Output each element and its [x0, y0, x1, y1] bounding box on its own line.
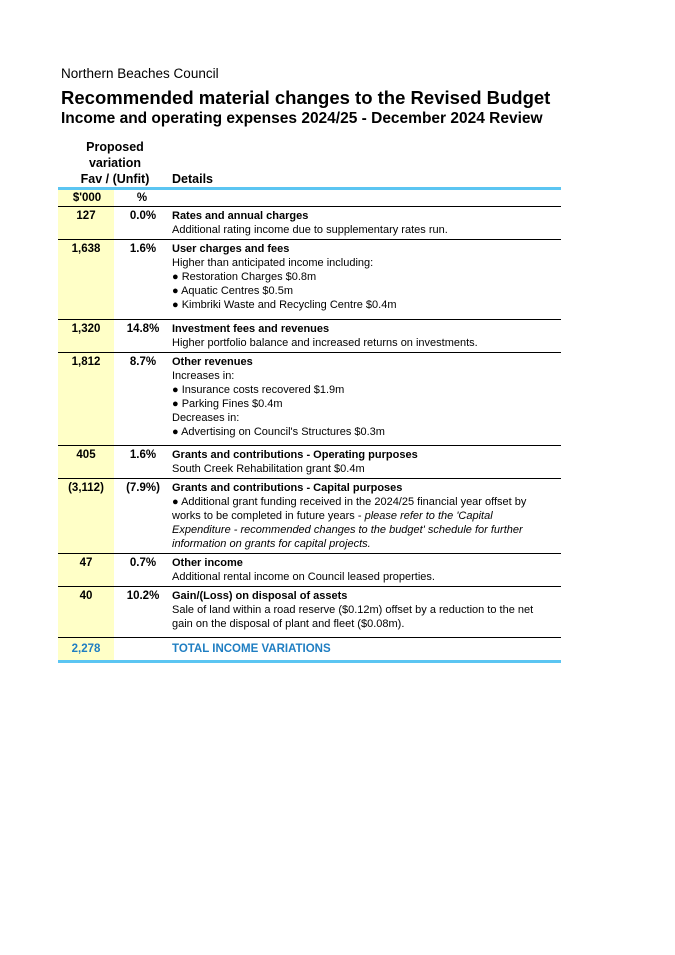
detail-bullet: ● Insurance costs recovered $1.9m [172, 384, 345, 396]
table-row [58, 587, 561, 638]
table-row [58, 446, 561, 479]
row-heading: Other revenues [172, 356, 253, 368]
variation-amount: (3,112) [68, 482, 104, 494]
detail-bullet: ● Advertising on Council's Structures $0.3m [172, 426, 385, 438]
organisation-name: Northern Beaches Council [61, 66, 219, 81]
variation-header-line: Proposed [86, 140, 144, 154]
table-row [58, 554, 561, 587]
detail-bullet: ● Parking Fines $0.4m [172, 398, 283, 410]
row-details [172, 242, 552, 312]
row-heading: Rates and annual charges [172, 210, 309, 222]
row-details [172, 589, 552, 631]
row-details [172, 355, 552, 439]
variation-amount: 1,812 [71, 356, 101, 368]
table-bottom-rule [58, 660, 561, 663]
page-title: Recommended material changes to the Revised Budget [61, 87, 551, 108]
table-row [58, 479, 561, 554]
detail-line: South Creek Rehabilitation grant $0.4m [172, 463, 365, 475]
table-row [58, 207, 561, 240]
detail-bullet: ● Kimbriki Waste and Recycling Centre $0.4m [172, 299, 397, 311]
variation-percent: 0.0% [129, 210, 157, 222]
variation-amount: 40 [79, 590, 93, 602]
variation-amount: 1,320 [71, 323, 101, 335]
schedule-reference: Expenditure - recommended changes to the budget' schedule for further [172, 524, 523, 536]
total-amount: 2,278 [71, 643, 101, 655]
total-row [58, 638, 561, 660]
details-column-header: Details [172, 172, 213, 186]
row-details [172, 556, 552, 584]
unit-amount: $'000 [60, 192, 114, 206]
row-heading: Gain/(Loss) on disposal of assets [172, 590, 348, 602]
table-row [58, 320, 561, 353]
detail-line: gain on the disposal of plant and fleet ($0.08m). [172, 618, 405, 630]
detail-bullet: ● Aquatic Centres $0.5m [172, 285, 293, 297]
detail-line: Increases in: [172, 370, 235, 382]
variation-amount: 1,638 [71, 243, 101, 255]
variation-column-header [60, 139, 170, 187]
variation-percent: 1.6% [129, 449, 157, 461]
units-row [58, 190, 561, 207]
variation-percent: 1.6% [129, 243, 157, 255]
variation-percent: 0.7% [129, 557, 157, 569]
detail-line: Decreases in: [172, 412, 240, 424]
row-heading: Investment fees and revenues [172, 323, 330, 335]
row-details [172, 481, 552, 551]
variation-header-line: Fav / (Unfit) [80, 172, 150, 186]
variation-percent: 10.2% [126, 590, 160, 602]
table-row [58, 240, 561, 320]
row-heading: Grants and contributions - Capital purposes [172, 482, 403, 494]
detail-line: Higher than anticipated income including: [172, 257, 374, 269]
detail-line [172, 509, 552, 523]
schedule-reference: please refer to the 'Capital [364, 510, 493, 522]
detail-bullet: ● Additional grant funding received in the 2024/25 financial year offset by [172, 496, 527, 508]
row-details [172, 209, 552, 237]
schedule-reference: information on grants for capital projects. [172, 538, 371, 550]
variation-amount: 47 [79, 557, 93, 569]
variation-amount: 127 [76, 210, 96, 222]
variation-percent: 14.8% [126, 323, 160, 335]
row-details [172, 322, 552, 350]
total-label: TOTAL INCOME VARIATIONS [172, 643, 331, 655]
detail-line: Additional rating income due to supplementary rates run. [172, 224, 448, 236]
row-details [172, 448, 552, 476]
detail-bullet: ● Restoration Charges $0.8m [172, 271, 317, 283]
variation-percent: (7.9%) [126, 482, 160, 494]
variation-amount: 405 [76, 449, 96, 461]
unit-percent: % [136, 192, 148, 204]
detail-line: Higher portfolio balance and increased returns on investments. [172, 337, 478, 349]
row-heading: User charges and fees [172, 243, 290, 255]
variation-header-line: variation [88, 156, 142, 170]
detail-line: Sale of land within a road reserve ($0.12m) offset by a reduction to the net [172, 604, 534, 616]
page-subtitle: Income and operating expenses 2024/25 - December 2024 Review [61, 110, 543, 127]
row-heading: Other income [172, 557, 243, 569]
row-heading: Grants and contributions - Operating purposes [172, 449, 418, 461]
variation-percent: 8.7% [129, 356, 157, 368]
detail-line: Additional rental income on Council leased properties. [172, 571, 435, 583]
detail-text: works to be completed in future years - [172, 510, 365, 522]
table-row [58, 353, 561, 446]
